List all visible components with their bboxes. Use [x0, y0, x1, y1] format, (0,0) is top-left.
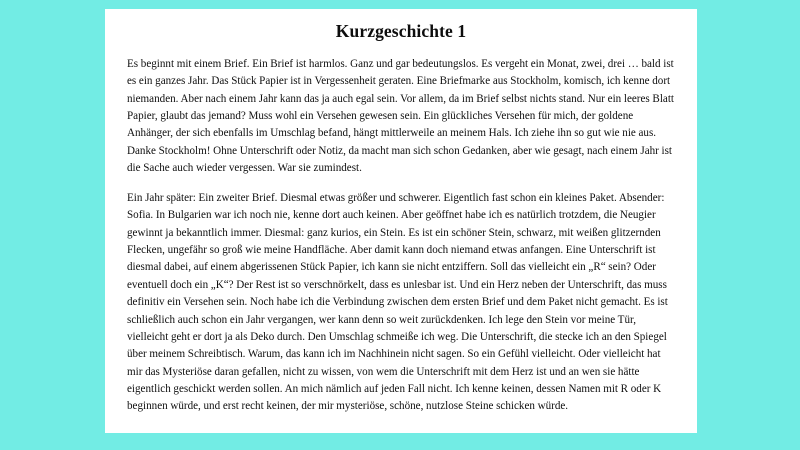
story-body — [127, 56, 675, 416]
document-page — [105, 9, 697, 433]
story-paragraph-1: Es beginnt mit einem Brief. Ein Brief ist harmlos. Ganz und gar bedeutungslos. Es vergeht ein Monat, zwei, drei … bald ist es ein ganzes Jahr. Das Stück Papier ist in Vergessenheit geraten. Eine Briefmarke aus Stockholm, komisch, ich kenne dort niemanden. Aber nach einem Jahr kann das ja auch egal sein. Vor allem, da im Brief selbst nichts stand. Nur ein leeres Blatt Papier, glaubt das jemand? Muss wohl ein Versehen gewesen sein. Ein glückliches Versehen für mich, der goldene Anhänger, der sich ebenfalls im Umschlag befand, hängt mittlerweile an meinem Hals. Ich ziehe ihn so gut wie nie aus. Danke Stockholm! Ohne Unterschrift oder Notiz, da macht man sich schon Gedanken, aber wie gesagt, nach einem Jahr ist die Sache auch wieder vergessen. War sie zumindest. — [127, 58, 674, 175]
page-title: Kurzgeschichte 1 — [335, 21, 467, 41]
story-paragraph-2: Ein Jahr später: Ein zweiter Brief. Diesmal etwas größer und schwerer. Eigentlich fast schon ein kleines Paket. Absender: Sofia. In Bulgarien war ich noch nie, kenne dort auch keinen. Aber geöffnet habe ich es natürlich trotzdem, die Neugier gewinnt ja bekanntlich immer. Diesmal: ganz kurios, ein Stein. Es ist ein schöner Stein, schwarz, mit weißen glitzernden Flecken, ungefähr so groß wie meine Handfläche. Aber damit kann doch niemand etwas anfangen. Eine Unterschrift ist diesmal dabei, auf einem abgerissenen Stück Papier, ich kann sie nicht entziffern. Soll das vielleicht ein „R“ sein? Oder eventuell doch ein „K“? Der Rest ist so verschnörkelt, dass es unlesbar ist. Und ein Herz neben der Unterschrift, das muss definitiv ein Versehen sein. Noch habe ich die Verbindung zwischen dem ersten Brief und dem Paket nicht gemacht. Es ist schließlich auch schon ein Jahr vergangen, wer kann denn so weit zurückdenken. Ich lege den Stein vor meine Tür, vielleicht geht er dort ja als Deko durch. Den Umschlag schmeiße ich weg. Die Unterschrift, die stecke ich an den Spiegel über meinem Schreibtisch. Warum, das kann ich im Nachhinein nicht sagen. So ein Gefühl vielleicht. Oder vielleicht hat mir das Mysteriöse daran gefallen, nicht zu wissen, von wem die Unterschrift mit dem Herz ist und an wen sie hätte eigentlich geschickt werden sollen. An mich nämlich auf jeden Fall nicht. Ich kenne keinen, dessen Namen mit R oder K beginnen würde, und erst recht keinen, der mir mysteriöse, schöne, nutzlose Steine schicken würde. — [127, 192, 668, 413]
